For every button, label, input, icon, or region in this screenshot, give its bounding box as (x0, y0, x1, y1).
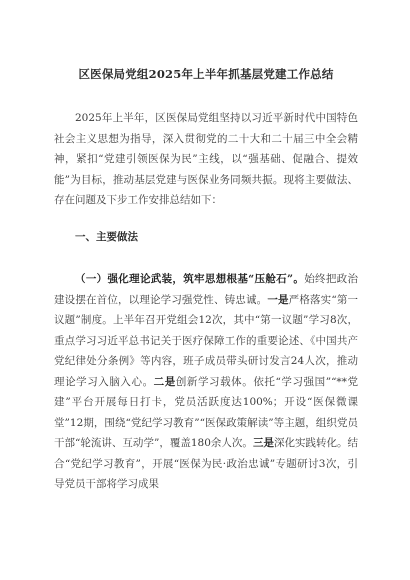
body-paragraph (54, 269, 358, 495)
section-heading: 一、主要做法 (75, 230, 138, 243)
intro-paragraph: 2025年上半年，区医保局党组坚持以习近平新时代中国特色社会主义思想为指导，深入贯彻党的二十大和二十届三中全会精神，紧扣“党建引领医保为民”主线，以“强基础、促融合、提效能”为目标，推动基层党建与医保业务同频共振。现将主要做法、存在问题及下步工作安排总结如下： (54, 112, 358, 206)
point-one-marker: 一是 (267, 293, 289, 306)
point-three-text: 深化实践转化。结合“党纪学习教育”，开展“医保为民·政治忠诚”专题研讨3次，引导党员干部将学习成果 (54, 437, 359, 490)
point-one-text: 严格落实“第一议题”制度。上半年召开党组会12次，其中“第一议题”学习8次，重点学习习近平总书记关于医疗保障工作的重要论述、《中国共产党纪律处分条例》等内容，班子成员带头研讨发言24人次，推动理论学习入脑入心。 (54, 293, 359, 388)
point-two-text: 创新学习载体。依托“学习强国”“**党建”平台开展每日打卡，党员活跃度达100%；开设“医保微课堂”12期，围绕“党纪学习教育”“医保政策解读”等主题，组织党员干部“轮流讲、互动学”，覆盖180余人次。 (54, 375, 359, 449)
point-three-marker: 三是 (252, 437, 274, 449)
subsection-lead: 始终把政治建设摆在首位，以理论学习强党性、铸忠诚。 (54, 273, 358, 306)
point-two-marker: 二是 (153, 375, 176, 388)
document-title: 区医保局党组2025年上半年抓基层党建工作总结 (78, 67, 334, 81)
subsection-heading: （一）强化理论武装，筑牢思想根基“压舱石”。 (75, 273, 305, 285)
